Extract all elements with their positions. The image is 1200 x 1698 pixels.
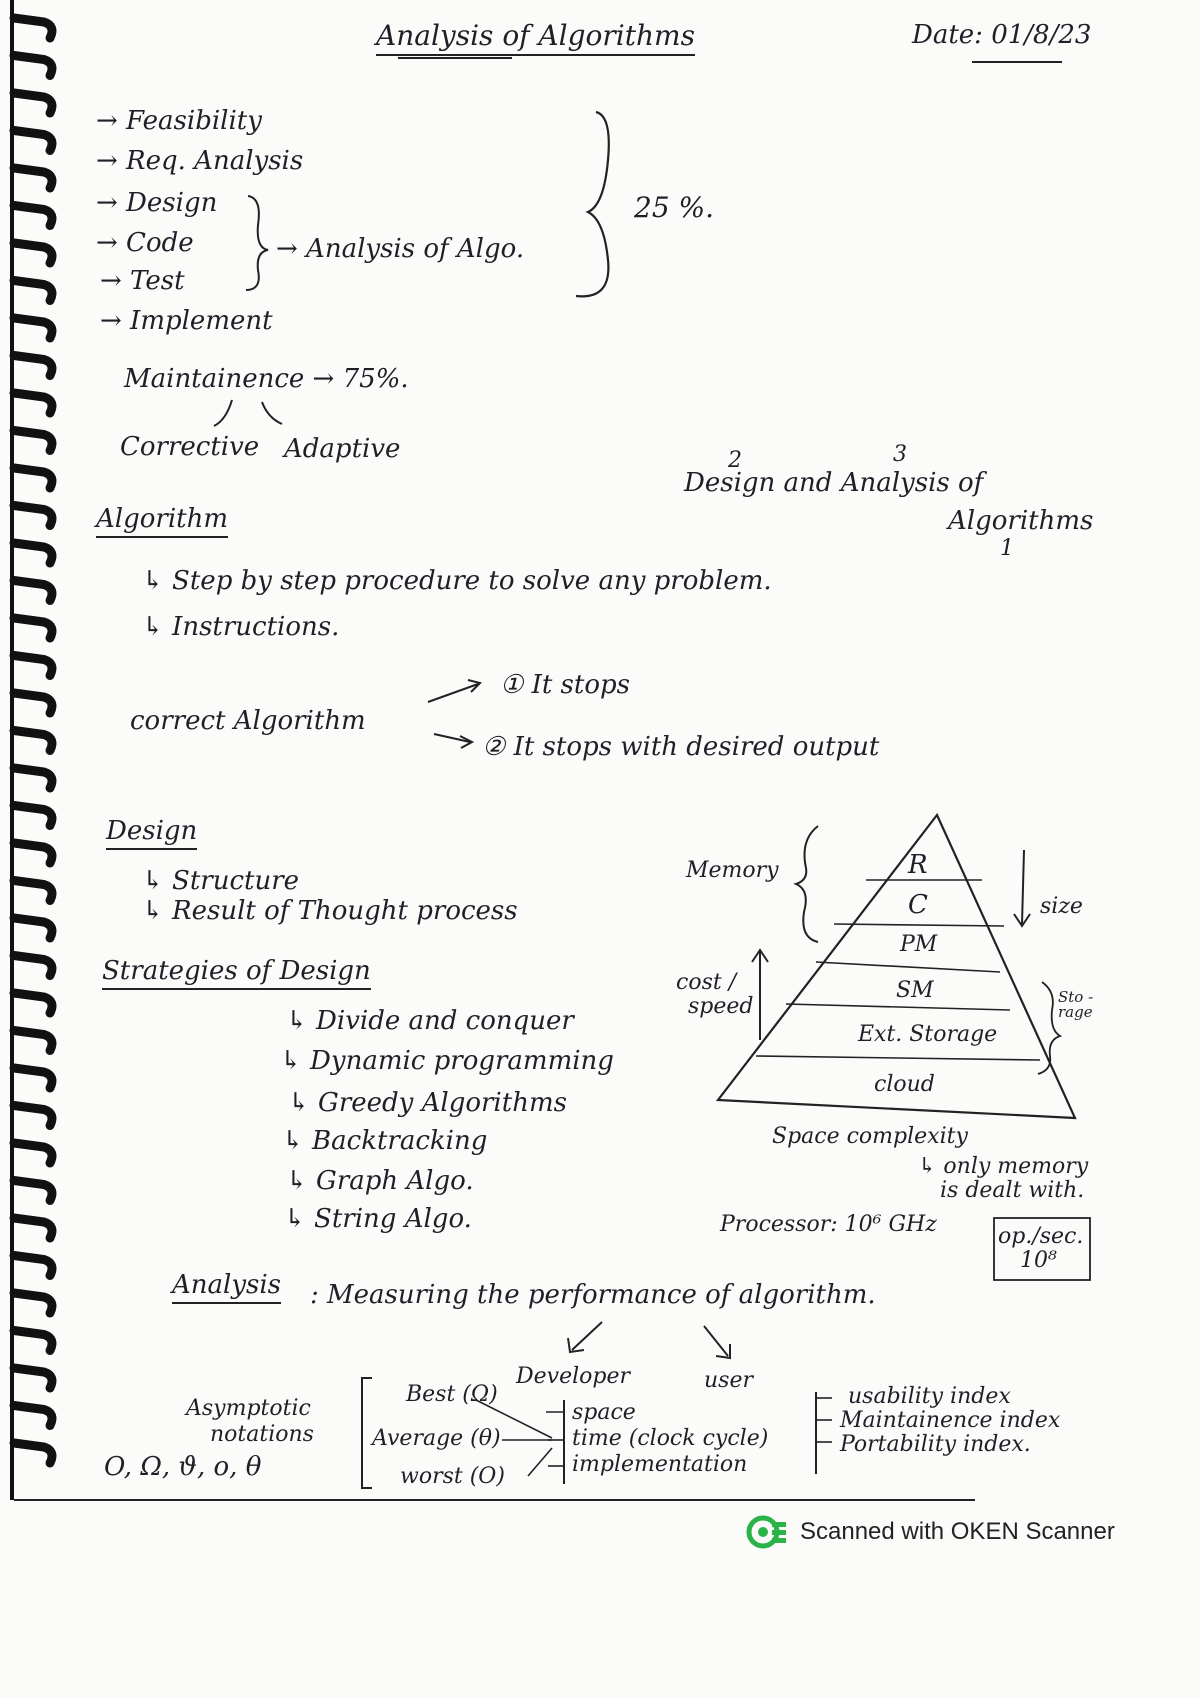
book-number: 2	[728, 448, 742, 473]
analysis-of-algo-label: → Analysis of Algo.	[276, 234, 525, 264]
user-item: Maintainence index	[840, 1408, 1061, 1433]
maintenance-label: Maintainence → 75%.	[124, 364, 409, 394]
book-number: 3	[893, 442, 907, 467]
pyramid-level: PM	[900, 932, 938, 957]
sdlc-step: → Req. Analysis	[96, 146, 304, 176]
developer-item: time (clock cycle)	[572, 1426, 769, 1451]
developer-label: Developer	[516, 1364, 631, 1389]
case-item: worst (O)	[400, 1464, 505, 1489]
strategies-heading: Strategies of Design	[102, 958, 371, 990]
pyramid-level: cloud	[874, 1072, 935, 1097]
scanner-logo-icon	[749, 1518, 786, 1546]
analysis-definition: : Measuring the performance of algorithm.	[310, 1280, 876, 1310]
correct-algorithm-condition: ① It stops	[500, 670, 630, 700]
asymptotic-label: Asymptotic	[186, 1396, 311, 1421]
algorithm-point: ↳ Step by step procedure to solve any problem.	[142, 566, 772, 596]
algorithm-point: ↳ Instructions.	[142, 612, 340, 642]
correct-algorithm-condition: ② It stops with desired output	[482, 732, 880, 762]
memory-label: Memory	[686, 858, 779, 883]
case-item: Best (Ω)	[406, 1382, 498, 1407]
correct-algorithm-label: correct Algorithm	[130, 706, 366, 736]
sdlc-step: → Feasibility	[96, 106, 262, 136]
asymptotic-label: notations	[210, 1422, 314, 1447]
storage-label: Sto -rage	[1058, 988, 1094, 1021]
space-complexity-note: ↳ only memory	[918, 1154, 1089, 1179]
cost-label: cost /	[676, 970, 737, 995]
sdlc-step: → Test	[100, 266, 185, 296]
strategy-item: ↳ Divide and conquer	[286, 1006, 574, 1036]
page-title: Analysis of Algorithms	[376, 22, 695, 56]
page-date: Date: 01/8/23	[912, 20, 1092, 50]
strategy-item: ↳ Graph Algo.	[286, 1166, 474, 1196]
developer-item: space	[572, 1400, 636, 1425]
design-point: ↳ Structure	[142, 866, 300, 896]
sdlc-percent: 25 %.	[634, 191, 715, 224]
sdlc-step: → Implement	[100, 306, 273, 336]
book-title-line: Algorithms	[948, 506, 1094, 536]
pyramid-level: Ext. Storage	[858, 1022, 998, 1047]
book-number: 1	[1000, 536, 1014, 561]
maintenance-type: Corrective	[120, 432, 260, 462]
strategy-item: ↳ String Algo.	[284, 1204, 472, 1234]
design-point: ↳ Result of Thought process	[142, 896, 518, 926]
pyramid-level: C	[908, 890, 928, 920]
analysis-heading: Analysis	[172, 1272, 281, 1304]
user-label: user	[704, 1368, 753, 1393]
size-label: size	[1040, 894, 1083, 919]
strategy-item: ↳ Greedy Algorithms	[288, 1088, 567, 1118]
ops-label: op./sec.	[998, 1224, 1084, 1249]
space-complexity-note: is dealt with.	[940, 1178, 1085, 1203]
maintenance-type: Adaptive	[284, 434, 401, 464]
space-complexity-caption: Space complexity	[772, 1124, 968, 1149]
pyramid-level: R	[908, 850, 928, 880]
scanner-watermark: Scanned with OKEN Scanner	[800, 1518, 1115, 1545]
sdlc-step: → Design	[96, 188, 218, 218]
developer-item: implementation	[572, 1452, 748, 1477]
user-item: Portability index.	[840, 1432, 1031, 1457]
ops-value: 10⁸	[1020, 1248, 1057, 1273]
pyramid-level: SM	[896, 978, 934, 1003]
speed-label: speed	[688, 994, 754, 1019]
strategy-item: ↳ Backtracking	[282, 1126, 488, 1156]
strategy-item: ↳ Dynamic programming	[280, 1046, 614, 1076]
user-item: usability index	[848, 1384, 1011, 1409]
asymptotic-symbols: O, Ω, ϑ, o, θ	[104, 1452, 262, 1482]
sdlc-step: → Code	[96, 228, 194, 258]
case-item: Average (θ)	[372, 1426, 501, 1451]
book-title-line: Design and Analysis of	[684, 468, 984, 498]
algorithm-heading: Algorithm	[96, 506, 228, 538]
design-heading: Design	[106, 818, 197, 850]
processor-label: Processor: 10⁶ GHz	[720, 1212, 937, 1237]
